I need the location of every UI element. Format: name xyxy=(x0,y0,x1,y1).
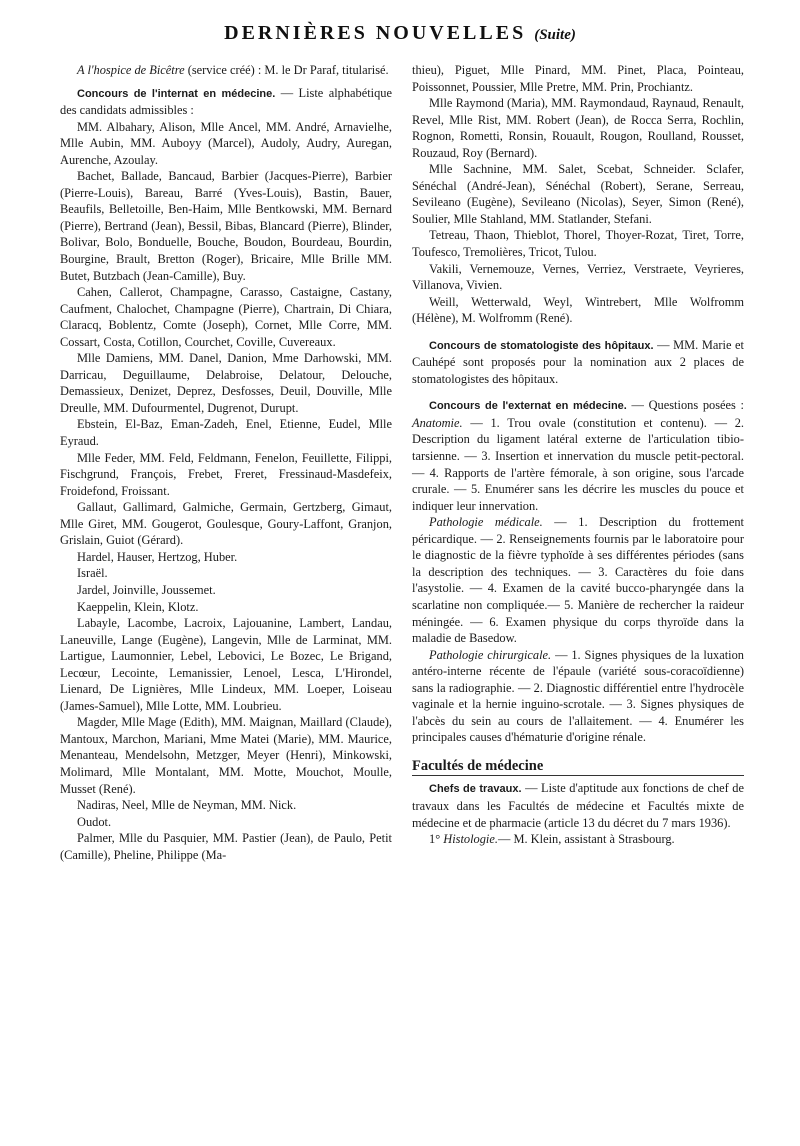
header-title: DERNIÈRES NOUVELLES xyxy=(224,22,527,44)
stomato-paragraph: Concours de stomatologiste des hôpitaux. — MM. Marie et Cauhépé sont proposés pour la nomination aux 2 places de stomatologistes des hôpitaux. xyxy=(412,337,744,386)
externat-heading: Concours de l'externat en médecine. xyxy=(429,400,627,413)
list-paragraph: Kaeppelin, Klein, Klotz. xyxy=(77,599,199,614)
list-paragraph: Palmer, Mlle du Pasquier, MM. Pastier (Jean), de Paulo, Petit (Camille), Pheline, Philippe (Ma- xyxy=(60,831,392,862)
chefs-heading: Chefs de travaux. xyxy=(429,783,522,796)
list-paragraph: Cahen, Callerot, Champagne, Carasso, Castaigne, Castany, Caufment, Chalochet, Champagne (Pierre), Chartrain, Di Chiara, Claracq, Boblentz, Comte (Joseph), Cornet, Mlle Corre, MM. Cossart, Costa, Cotillon, Courchet, Coville, Cuvereaux. xyxy=(60,285,392,349)
list-paragraph: thieu), Piguet, Mlle Pinard, MM. Pinet, Placa, Pointeau, Poissonnet, Poussier, Mlle Pretre, MM. Prin, Prochiantz. xyxy=(412,63,744,94)
list-paragraph: Nadiras, Neel, Mlle de Neyman, MM. Nick. xyxy=(77,798,297,813)
list-paragraph: Ebstein, El-Baz, Eman-Zadeh, Enel, Etienne, Eudel, Mlle Eyraud. xyxy=(60,417,392,449)
list-paragraph: Magder, Mlle Mage (Edith), MM. Maignan, Maillard (Claude), Mantoux, Marchon, Mariani, Mme Matei (Marie), MM. Maurice, Menanteau, Mendelsohn, Metzger, Meyer (Henri), Minkowski, Molimard, Mlle Montalant, MM. Motte, Mouchot, Moulle, Musset (René). xyxy=(60,715,392,796)
patho-med-paragraph: Pathologie médicale. — 1. Description du frottement péricardique. — 2. Renseignements fournis par le laboratoire pour le diagnostic de la fièvre typhoïde à ses différentes périodes (sans la description des techniques. — 3. Caractères du foie dans l'asystolie. — 4. Examen de la cavité bucco-pharyngée dans la scarlatine non compliquée.— 5. Manière de rechercher la raideur méningée. — 6. Examen physique du corps thyroïde dans la maladie de Basedow. xyxy=(412,515,744,646)
list-paragraph: Mlle Sachnine, MM. Salet, Scebat, Schneider. Sclafer, Sénéchal (André-Jean), Sénéchal (Robert), Serane, Serreau, Sevileano (Eugène), Sevileano (Nicolas), Seyer, Simon (René), Soulier, Mlle Stahland, MM. Statlander, Stefani. xyxy=(412,162,744,226)
page-header xyxy=(0,22,800,45)
list-paragraph: Jardel, Joinville, Joussemet. xyxy=(77,582,216,597)
chefs-paragraph: Chefs de travaux. — Liste d'aptitude aux fonctions de chef de travaux dans les Facultés de médecine et Facultés mixte de médecine et de pharmacie (article 13 du décret du 7 mars 1936). xyxy=(412,781,744,830)
list-paragraph: Mlle Feder, MM. Feld, Feldmann, Fenelon, Feuillette, Filippi, Fischgrund, François, Frebet, Freret, Fressinaud-Masdefeix, Froidefond, Froissant. xyxy=(60,450,392,498)
list-paragraph: Vakili, Vernemouze, Vernes, Verriez, Verstraete, Veyrieres, Villanova, Vivien. xyxy=(412,261,744,293)
externat-paragraph: Concours de l'externat en médecine. — Questions posées : Anatomie. — 1. Trou ovale (constitution et contenu). — 2. Description du ligament latéral externe de l'articulation tibio-tarsienne. — 3. Insertion et innervation du muscle petit-pectoral. — 4. Rapports de l'artère fémorale, à son origine, sous l'arcade crurale. — 5. Enumérer sans les décrire les muscles du pouce et indiquer leur innervation. xyxy=(412,398,744,513)
list-paragraph: Israël. xyxy=(77,566,108,581)
list-paragraph: Bachet, Ballade, Bancaud, Barbier (Jacques-Pierre), Barbier (Pierre-Louis), Bareau, Barré (Yves-Louis), Bastin, Bauer, Beaufils, Belletoille, Ben-Haim, Mlle Bentkowski, MM. Bernard (Pierre), Bertrand (Jean), Bessil, Bibas, Blancard (Pierre), Blinder, Bolivar, Bolo, Bonduelle, Bouche, Boudon, Bourdeau, Bourdin, Bourgine, Brault, Bretton (Roger), Bricaire, Mlle Brille MM. Butet, Butzbach (Jean-Camille), Buy. xyxy=(60,169,392,283)
list-paragraph: Hardel, Hauser, Hertzog, Huber. xyxy=(77,549,238,564)
header-suite: (Suite) xyxy=(534,27,576,43)
list-paragraph: Gallaut, Gallimard, Galmiche, Germain, Gertzberg, Gimaut, Mlle Giret, MM. Gougerot, Goulesque, Goury-Laffont, Granjon, Grislain, Guiot (Gérard). xyxy=(60,500,392,548)
list-paragraph: Tetreau, Thaon, Thieblot, Thorel, Thoyer-Rozat, Tiret, Torre, Toufesco, Tremolières, Tricot, Tulou. xyxy=(412,228,744,260)
list-paragraph: Weill, Wetterwald, Weyl, Wintrebert, Mlle Wolfromm (Hélène), M. Wolfromm (René). xyxy=(412,294,744,326)
left-column xyxy=(60,62,392,863)
internat-heading: Concours de l'internat en médecine. xyxy=(77,87,276,100)
right-column xyxy=(412,62,744,848)
histo-paragraph: 1° Histologie.— M. Klein, assistant à Strasbourg. xyxy=(429,832,675,847)
stomato-heading: Concours de stomatologiste des hôpitaux. xyxy=(429,339,654,352)
list-paragraph: Labayle, Lacombe, Lacroix, Lajouanine, Lambert, Landau, Laneuville, Lange (Eugène), Langevin, Mlle de Larminat, MM. Lartigue, Laumonnier, Lebel, Lebovici, Le Bozec, Le Brigand, Lecœur, Lecointe, Lemanissier, Lenoel, Lesca, L'Hirondel, Lienard, De Lignières, Mlle Lindeux, MM. Loeper, Loiseau (James-Samuel), Mlle Lotte, MM. Loubrieu. xyxy=(60,616,392,713)
list-paragraph: Mlle Raymond (Maria), MM. Raymondaud, Raynaud, Renault, Revel, Mlle Rist, MM. Robert (Jean), de Rocca Serra, Rochlin, Rognon, Rometti, Ronsin, Rouault, Rougon, Roulland, Rousset, Rouzaud, Roy (Bernard). xyxy=(412,96,744,160)
bicetre-paragraph: A l'hospice de Bicêtre (service créé) : M. le Dr Paraf, titularisé. xyxy=(77,63,389,77)
list-paragraph: Mlle Damiens, MM. Danel, Danion, Mme Darhowski, MM. Darricau, Deguillaume, Delabroise, Delatour, Delouche, Demassieux, Denizet, Deprez, Desfosses, Deuil, Douville, Mlle Dreulle, MM. Dufourmentel, Dugrenot, Durupt. xyxy=(60,351,392,415)
list-paragraph: Oudot. xyxy=(77,814,112,829)
internat-intro: Concours de l'internat en médecine. — Liste alphabétique des candidats admissibles : xyxy=(60,85,392,118)
section-title: Facultés de médecine xyxy=(412,758,744,777)
patho-chir-paragraph: Pathologie chirurgicale. — 1. Signes physiques de la luxation antéro-interne récente de l'épaule (variété sous-coracoïdienne) sans la radiographie. — 2. Diagnostic différentiel entre l'hydrocèle vaginale et la hernie inguino-scrotale. — 3. Signes physiques de l'abcès du sein au cours de l'allaitement. — 4. Enumérer les principales causes d'hématurie d'origine rénale. xyxy=(412,647,744,745)
list-paragraph: MM. Albahary, Alison, Mlle Ancel, MM. André, Arnavielhe, Mlle Aubin, MM. Auboуy (Marcel), Audoly, Audry, Auregan, Aurenche, Azoulay. xyxy=(60,119,392,167)
